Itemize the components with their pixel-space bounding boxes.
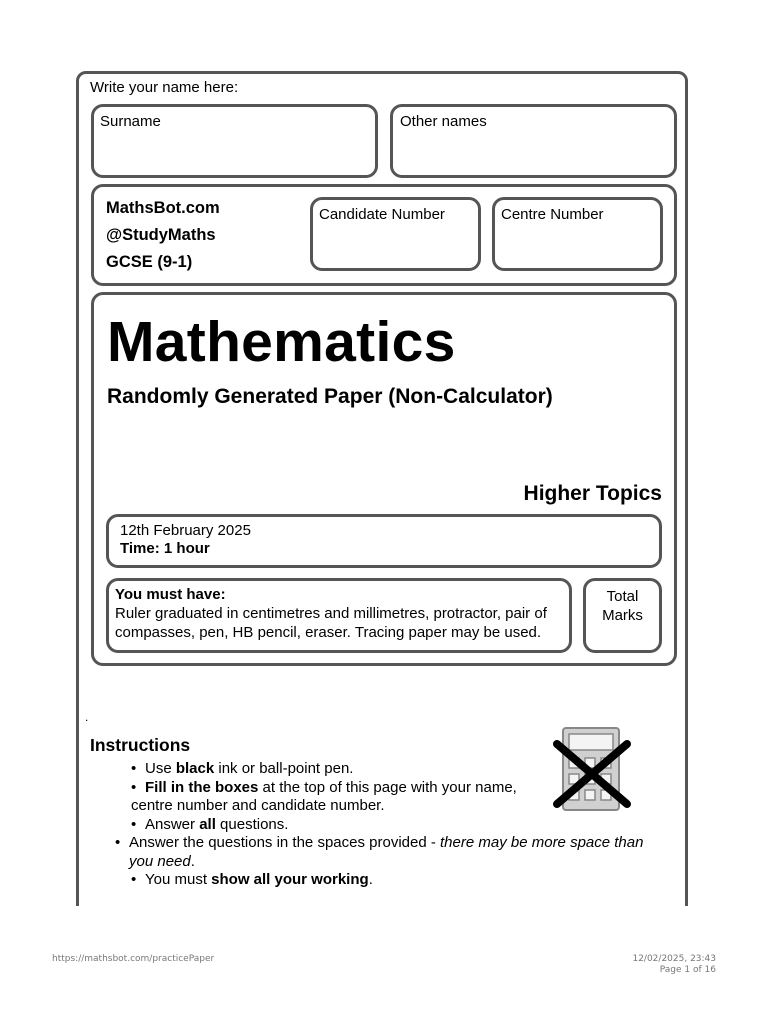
date-time-box xyxy=(106,514,662,568)
candidate-number-field[interactable] xyxy=(310,197,481,271)
other-names-field[interactable] xyxy=(390,104,677,178)
surname-field[interactable] xyxy=(91,104,378,178)
exam-date: 12th February 2025 xyxy=(120,522,251,539)
must-have-text: Ruler graduated in centimetres and millimetres, protractor, pair of compasses, pen, HB pencil, eraser. Tracing paper may be used. xyxy=(115,605,547,641)
must-have-title: You must have: xyxy=(115,586,226,603)
surname-label: Surname xyxy=(100,113,161,130)
centre-number-field[interactable] xyxy=(492,197,663,271)
centre-number-label: Centre Number xyxy=(501,206,604,223)
exam-duration: Time: 1 hour xyxy=(120,540,210,557)
brand-qualification: GCSE (9-1) xyxy=(106,253,193,271)
other-names-label: Other names xyxy=(400,113,487,130)
footer-url: https://mathsbot.com/practicePaper xyxy=(52,954,215,964)
instruction-item: • Use black ink or ball-point pen. xyxy=(131,760,354,777)
brand-site: MathsBot.com xyxy=(106,199,220,217)
candidate-number-label: Candidate Number xyxy=(319,206,445,223)
paper-subtitle: Randomly Generated Paper (Non-Calculator) xyxy=(107,385,553,408)
instruction-item: • Fill in the boxes at the top of this page with your name, centre number and candidate number. xyxy=(131,778,517,814)
paper-title: Mathematics xyxy=(107,310,456,374)
write-name-label: Write your name here: xyxy=(90,79,239,96)
paper-tier: Higher Topics xyxy=(523,482,662,505)
page-cutoff xyxy=(60,906,710,946)
total-marks-box xyxy=(583,578,662,653)
footer-datetime: 12/02/2025, 23:43 xyxy=(632,954,716,964)
must-have-box xyxy=(106,578,572,653)
total-label: Total xyxy=(606,588,639,605)
marks-label: Marks xyxy=(602,607,643,624)
instruction-item: • Answer all questions. xyxy=(131,815,289,833)
instruction-item: • You must show all your working. xyxy=(131,871,373,888)
brand-handle: @StudyMaths xyxy=(106,226,216,244)
instruction-item: • Answer the questions in the spaces provided - there may be more space than you need. xyxy=(115,834,644,870)
stray-dot: . xyxy=(85,710,89,724)
no-calculator-icon xyxy=(553,726,633,814)
footer-page: Page 1 of 16 xyxy=(659,965,716,975)
instructions-heading: Instructions xyxy=(90,735,191,755)
